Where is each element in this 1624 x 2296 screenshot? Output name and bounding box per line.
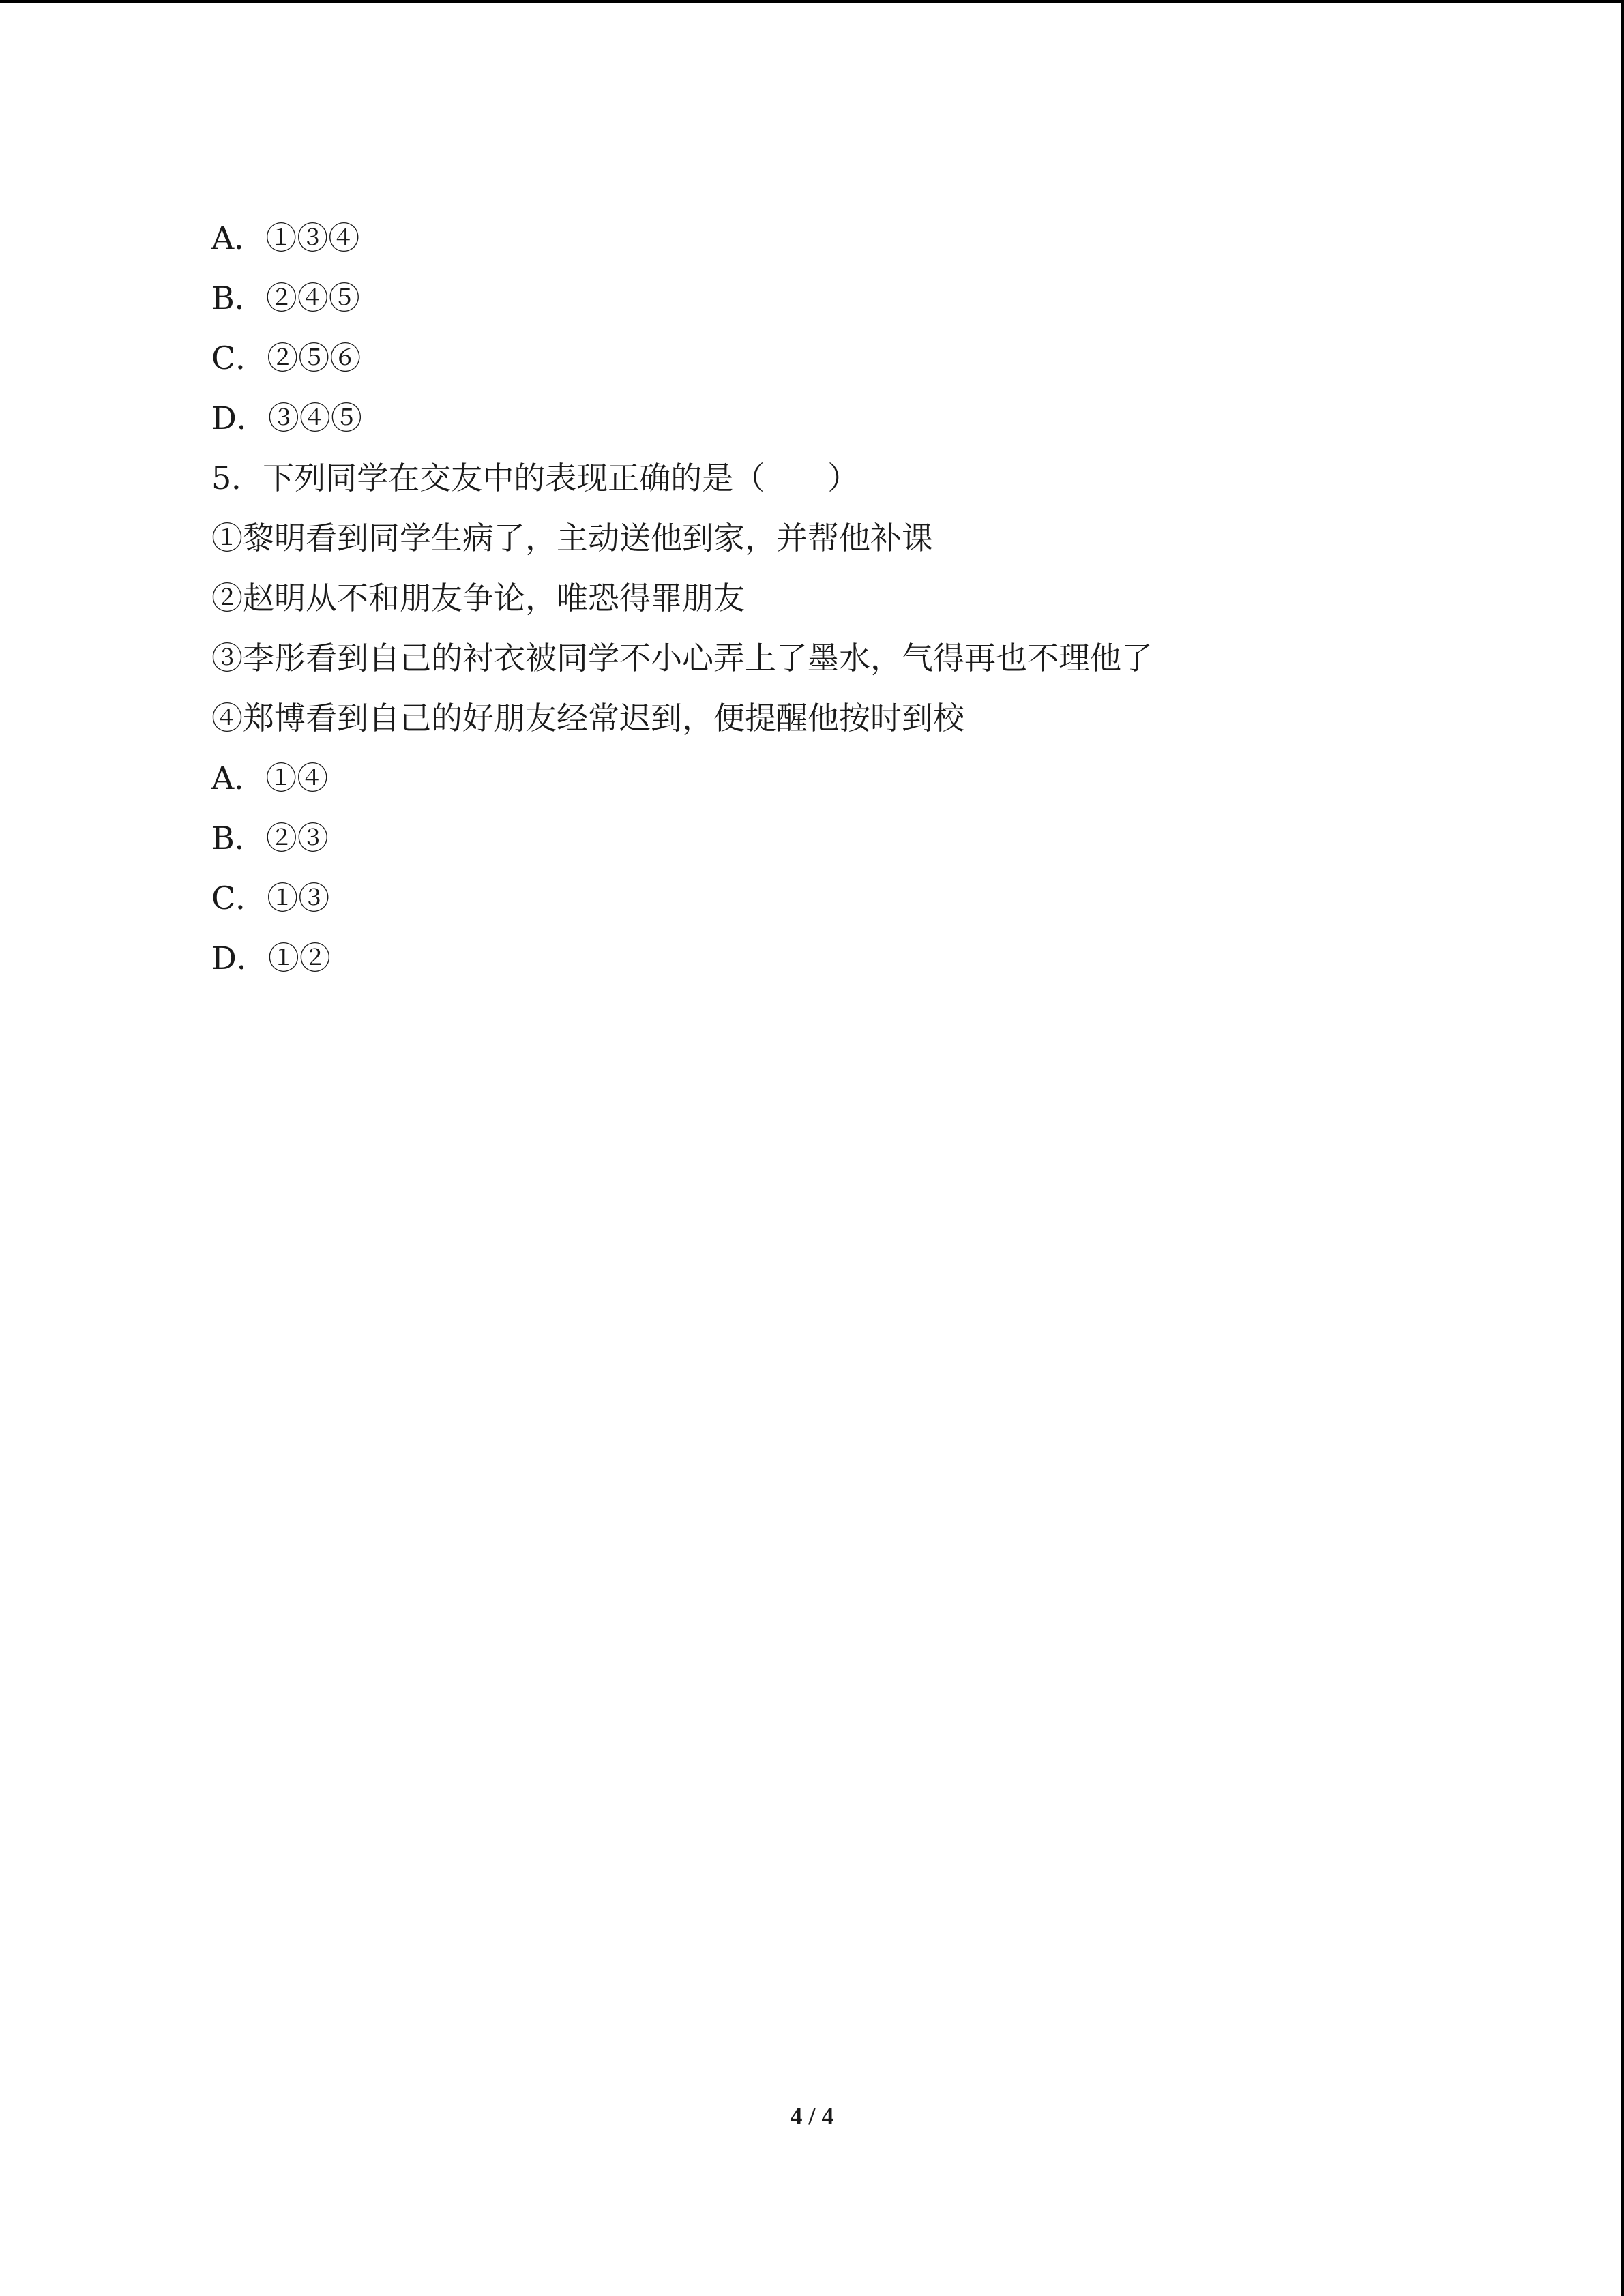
statement-4: ④郑博看到自己的好朋友经常迟到，便提醒他按时到校 <box>211 700 964 736</box>
right-border <box>1621 0 1624 2296</box>
page-number: 4 / 4 <box>790 2102 834 2130</box>
statement-2: ②赵明从不和朋友争论，唯恐得罪朋友 <box>211 580 745 616</box>
option-c-q4: C．②⑤⑥ <box>211 340 361 376</box>
option-d-q4: D．③④⑤ <box>211 400 362 436</box>
document-body <box>211 208 1507 988</box>
statement-3: ③李彤看到自己的衬衣被同学不小心弄上了墨水，气得再也不理他了 <box>211 640 1153 676</box>
option-b-q5: B．②③ <box>211 820 329 856</box>
option-d-q5: D．①② <box>211 940 331 976</box>
option-b-q4: B．②④⑤ <box>211 280 360 316</box>
option-a-q5: A．①④ <box>211 760 329 796</box>
top-border <box>0 0 1624 3</box>
statement-1: ①黎明看到同学生病了，主动送他到家，并帮他补课 <box>211 520 933 556</box>
option-c-q5: C．①③ <box>211 880 330 916</box>
option-a-q4: A．①③④ <box>211 220 360 256</box>
question-5-stem: 5．下列同学在交友中的表现正确的是（ ） <box>211 460 859 496</box>
